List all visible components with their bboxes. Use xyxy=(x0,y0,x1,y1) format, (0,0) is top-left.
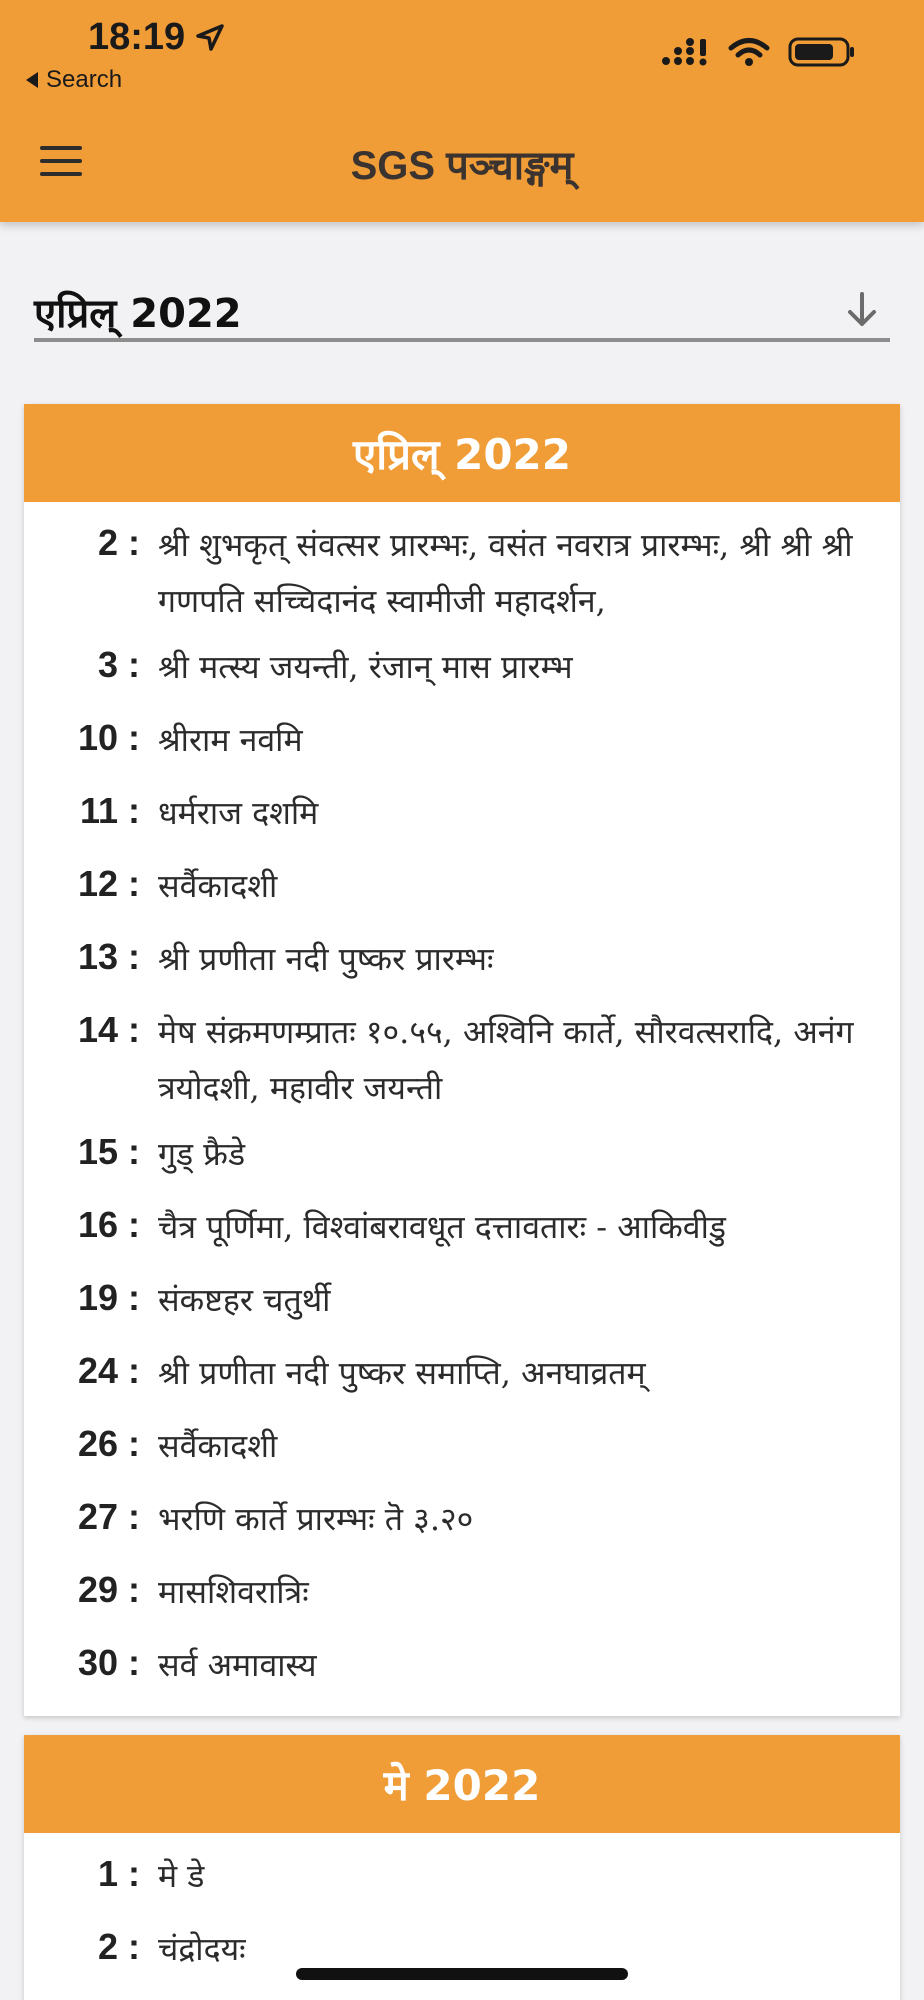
event-list xyxy=(24,502,900,1705)
month-card-header: एप्रिल् 2022 xyxy=(24,404,900,502)
event-day: 19 : xyxy=(77,1277,140,1318)
event-text: संकष्टहर चतुर्थी xyxy=(158,1281,331,1319)
event-row xyxy=(24,999,900,1121)
event-row xyxy=(24,1413,900,1486)
event-row xyxy=(24,634,900,707)
event-day: 11 : xyxy=(79,790,140,831)
event-text: धर्मराज दशमि xyxy=(158,794,319,832)
event-day: 26 : xyxy=(77,1423,140,1464)
location-arrow-icon xyxy=(195,23,225,53)
event-text: चैत्र पूर्णिमा, विश्वांबरावधूत दत्तावतारः - आकिवीडु xyxy=(158,1208,727,1246)
event-day: 12 : xyxy=(77,863,140,904)
event-text: मे डे xyxy=(158,1857,205,1895)
event-row xyxy=(24,1340,900,1413)
event-text: चंद्रोदयः xyxy=(158,1930,246,1968)
event-row xyxy=(24,1121,900,1194)
back-search-label: Search xyxy=(46,66,123,93)
event-row xyxy=(24,926,900,999)
event-text: श्री प्रणीता नदी पुष्कर प्रारम्भः xyxy=(158,940,494,978)
event-text: श्रीराम नवमि xyxy=(158,721,303,759)
event-day: 30 : xyxy=(77,1642,140,1683)
event-row xyxy=(24,1267,900,1340)
status-time xyxy=(88,16,225,59)
event-row xyxy=(24,1843,900,1916)
event-text: सर्वैकादशी xyxy=(158,867,278,905)
month-card xyxy=(24,1735,900,2000)
month-selector-dropdown[interactable] xyxy=(34,280,890,342)
event-text: श्री शुभकृत् संवत्सर प्रारम्भः, वसंत नवरात्र प्रारम्भः, श्री श्री श्री गणपति सच्चिदानंद स्वामीजी महादर्शन, xyxy=(158,526,853,620)
arrow-down-icon xyxy=(842,290,882,330)
event-day: 2 : xyxy=(97,1926,140,1967)
status-icons xyxy=(660,36,856,68)
event-row xyxy=(24,707,900,780)
event-day: 24 : xyxy=(77,1350,140,1391)
event-row xyxy=(24,1194,900,1267)
back-to-search-button[interactable] xyxy=(26,66,122,94)
event-day: 13 : xyxy=(77,936,140,977)
wifi-icon xyxy=(728,37,770,67)
event-day: 29 : xyxy=(77,1569,140,1610)
event-text: सर्व अमावास्य xyxy=(158,1646,317,1684)
event-row xyxy=(24,853,900,926)
event-day: 15 : xyxy=(77,1131,140,1172)
event-day: 1 : xyxy=(97,1853,140,1894)
event-day: 27 : xyxy=(77,1496,140,1537)
home-indicator[interactable] xyxy=(296,1968,628,1980)
battery-icon xyxy=(788,36,856,68)
event-row xyxy=(24,780,900,853)
event-row xyxy=(24,1486,900,1559)
event-text: मासशिवरात्रिः xyxy=(158,1573,309,1611)
event-day: 14 : xyxy=(77,1009,140,1050)
status-time-text: 18:19 xyxy=(88,16,186,58)
event-text: सर्वैकादशी xyxy=(158,1427,278,1465)
month-card-header: मे 2022 xyxy=(24,1735,900,1833)
event-day: 16 : xyxy=(77,1204,140,1245)
event-day: 3 : xyxy=(97,644,140,685)
event-text: मेष संक्रमणम्प्रातः १०.५५, अश्विनि कार्ते, सौरवत्सरादि, अनंग त्रयोदशी, महावीर जयन्ती xyxy=(158,1013,854,1107)
back-arrow-icon xyxy=(26,72,38,88)
event-text: गुड् फ्रैडे xyxy=(158,1135,246,1173)
month-selector-value: एप्रिल् 2022 xyxy=(34,291,242,337)
month-card xyxy=(24,404,900,1716)
event-day: 2 : xyxy=(97,522,140,563)
event-day: 10 : xyxy=(77,717,140,758)
event-text: श्री प्रणीता नदी पुष्कर समाप्ति, अनघाव्रतम् xyxy=(158,1354,646,1392)
event-text: भरणि कार्ते प्रारम्भः तॆ ३.२० xyxy=(158,1500,474,1538)
event-row xyxy=(24,1632,900,1705)
app-bar xyxy=(0,0,924,222)
event-row xyxy=(24,1559,900,1632)
event-row xyxy=(24,512,900,634)
event-list xyxy=(24,1833,900,1989)
event-text: श्री मत्स्य जयन्ती, रंजान् मास प्रारम्भ xyxy=(158,648,573,686)
cellular-signal-icon xyxy=(660,37,710,67)
app-title: SGS पञ्चाङ्गम् xyxy=(350,144,574,188)
